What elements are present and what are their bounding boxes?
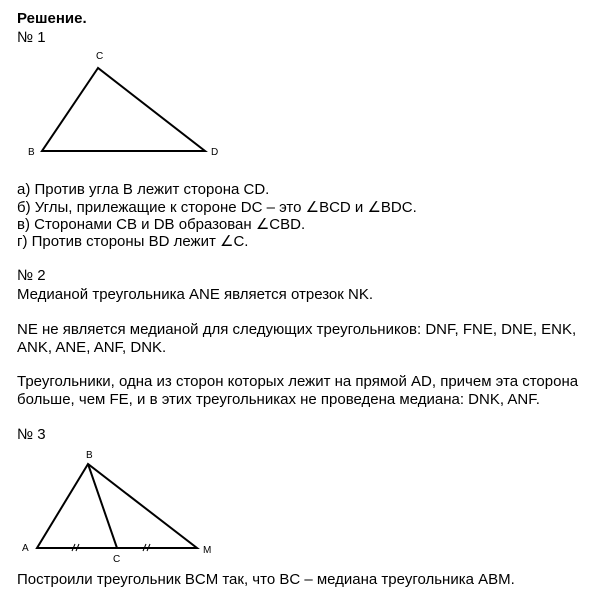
solution-heading: Решение. — [17, 10, 87, 27]
median-bc — [88, 464, 117, 548]
vertex-label-m: M — [203, 545, 212, 556]
task-2-not-median-line-2: ANK, ANE, ANF, DNK. — [17, 339, 167, 356]
task-1-answer-b: б) Углы, прилежащие к стороне DC – это ∠BCD и ∠BDC. — [17, 199, 417, 216]
vertex-label-c: C — [113, 554, 121, 565]
task-1-answer-a: а) Против угла B лежит сторона CD. — [17, 181, 270, 198]
vertex-label-b: B — [86, 450, 93, 461]
task-2-no-median-line-1: Треугольники, одна из сторон которых лежит на прямой AD, причем эта сторона — [17, 373, 579, 390]
task-2-not-median-line-1: NE не является медианой для следующих треугольников: DNF, FNE, DNE, ENK, — [17, 321, 577, 338]
task-1-answer-c: в) Сторонами CB и DB образован ∠CBD. — [17, 216, 306, 233]
task-1-answer-d: г) Против стороны BD лежит ∠C. — [17, 233, 249, 250]
vertex-label-b: B — [28, 147, 35, 158]
vertex-label-c: C — [96, 51, 104, 62]
task-3-number: № 3 — [17, 426, 46, 443]
vertex-label-d: D — [211, 147, 219, 158]
triangle-abm — [37, 464, 197, 548]
task-2-number: № 2 — [17, 267, 46, 284]
vertex-label-a: A — [22, 543, 29, 554]
task-1-number: № 1 — [17, 29, 46, 46]
task-2-median-statement: Медианой треугольника ANE является отрезок NK. — [17, 286, 373, 303]
task-3-conclusion: Построили треугольник BCM так, что BC – медиана треугольника ABM. — [17, 571, 515, 588]
task-2-no-median-line-2: больше, чем FE, и в этих треугольниках не проведена медиана: DNK, ANF. — [17, 391, 540, 408]
